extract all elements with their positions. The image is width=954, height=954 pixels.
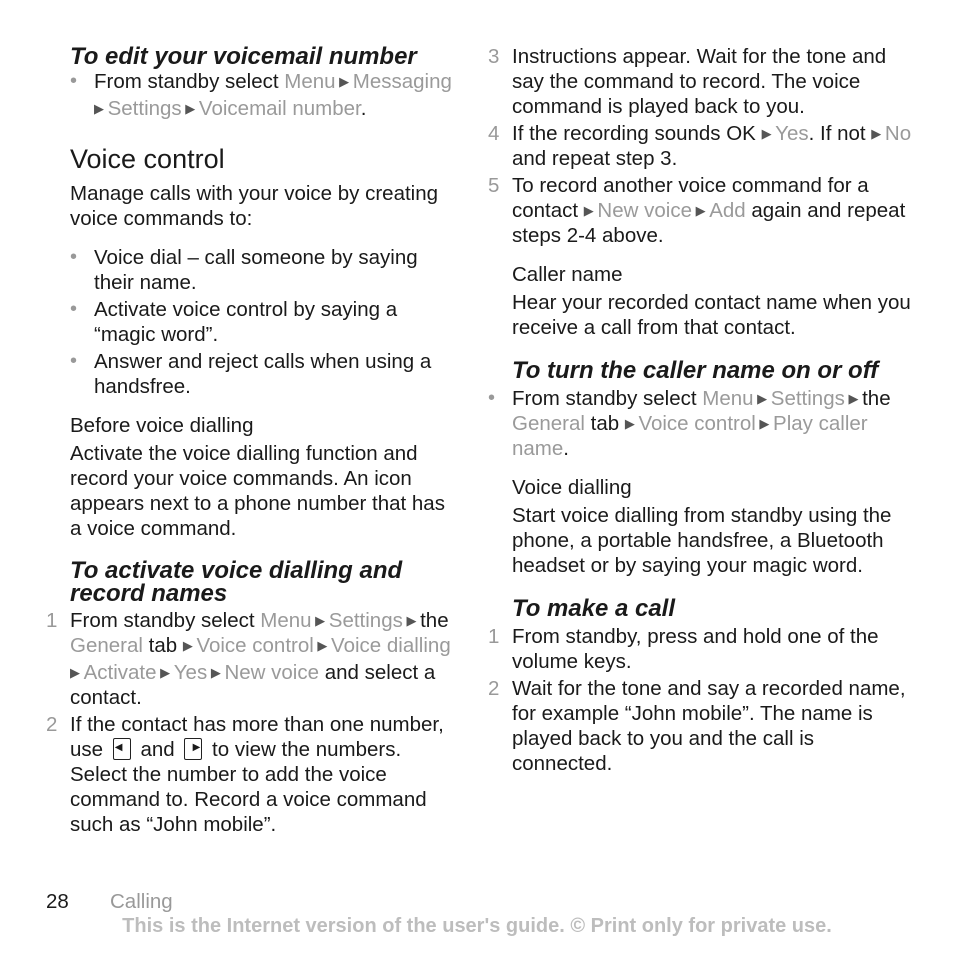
before-voice-dialling-heading: Before voice dialling [70,414,254,437]
voice-control-bullets [70,245,460,399]
caller-name-heading: Caller name [512,263,623,286]
arrow-right-icon: ▶ [753,391,771,406]
list-item [70,245,460,295]
before-voice-dialling-text: Activate the voice dialling function and record your voice commands. An icon appears next to a phone number that has a voice command. [70,442,445,540]
menu-term: Voice control [638,412,756,435]
menu-term: Menu [260,609,312,632]
menu-term: Voice dialling [331,634,451,657]
copyright-note: This is the Internet version of the user's guide. © Print only for private use. [122,915,832,937]
arrow-right-icon: ▶ [70,665,84,680]
step-text: From standby, press and hold one of the volume keys. [512,625,879,673]
bullet-icon: • [70,298,78,320]
menu-term: Settings [770,387,845,410]
edit-voicemail-list [70,69,460,121]
step-number: 1 [488,625,500,648]
menu-term: New voice [224,661,320,684]
arrow-right-icon: ▶ [156,665,174,680]
arrow-right-icon: ▶ [583,203,598,218]
menu-term: General [512,412,585,435]
arrow-right-icon: ▶ [335,74,353,89]
arrow-right-icon: ▶ [94,101,108,116]
list-item [70,349,460,399]
step-number: 2 [46,713,58,736]
step-item [488,44,912,119]
menu-term: Voice control [196,634,314,657]
step-item [488,676,912,776]
step-item [488,624,912,674]
section-name: Calling [110,890,173,913]
list-item [70,69,460,121]
voice-dialling-heading: Voice dialling [512,476,632,499]
turn-caller-name-heading: To turn the caller name on or off [512,357,879,384]
continued-steps [488,44,912,248]
bullet-icon: • [70,70,78,92]
step-item [488,173,912,248]
bullet-text: Activate voice control by saying a “magic word”. [94,298,398,346]
left-nav-key-icon: ◀ [113,738,131,760]
arrow-right-icon: ▶ [207,665,225,680]
arrow-right-icon: ▶ [313,638,332,653]
step-item [488,121,912,171]
arrow-right-icon: ▶ [311,613,329,628]
caller-name-text: Hear your recorded contact name when you receive a call from that contact. [512,291,911,339]
page-number: 28 [46,890,69,913]
arrow-right-icon: ▶ [624,416,639,431]
menu-term: Menu [702,387,754,410]
make-call-steps [488,624,912,776]
voice-control-intro: Manage calls with your voice by creating voice commands to: [70,182,439,230]
arrow-right-icon: ▶ [871,126,885,141]
bullet-text: Voice dial – call someone by saying their name. [94,246,418,294]
bullet-icon: • [70,246,78,268]
activate-steps [46,608,460,837]
step-text: To record another voice command for a contact ▶ New voice ▶ Add again and repeat steps 2-4 above. [512,174,906,247]
arrow-right-icon: ▶ [181,101,199,116]
menu-term: Activate [83,661,157,684]
step-text: Instructions appear. Wait for the tone and say the command to record. The voice command is played back to you. [512,45,887,118]
menu-term: General [70,634,143,657]
bullet-icon: • [70,350,78,372]
make-call-heading: To make a call [512,595,675,622]
menu-term: Add [709,199,746,222]
right-column [488,44,912,778]
step-item [46,712,460,837]
arrow-right-icon: ▶ [402,613,421,628]
arrow-right-icon: ▶ [691,203,710,218]
step-number: 4 [488,122,500,145]
menu-term: Menu [284,70,336,93]
step-number: 5 [488,174,500,197]
step-text: From standby select Menu ▶ Settings ▶ the General tab ▶ Voice control ▶ Voice dialling ▶ Activate ▶ Yes ▶ New voice and select a contact. [70,609,451,709]
activate-voice-dialling-heading: To activate voice dialling and record names [70,557,403,607]
menu-term: Settings [328,609,403,632]
menu-term: New voice [597,199,692,222]
instruction-text: From standby select Menu ▶ Messaging ▶ Settings ▶ Voicemail number. [94,70,452,120]
step-text: If the contact has more than one number, use ◀ and ▶ to view the numbers. Select the number to add the voice command to. Record a voice command such as “John mobile”. [70,713,444,836]
edit-voicemail-heading: To edit your voicemail number [70,43,417,70]
menu-term: Messaging [352,70,452,93]
voice-control-heading: Voice control [70,144,225,174]
step-number: 1 [46,609,58,632]
voice-dialling-text: Start voice dialling from standby using the phone, a portable handsfree, a Bluetooth headset or by saying your magic word. [512,504,892,577]
bullet-icon: • [488,387,496,409]
menu-term: Yes [173,661,208,684]
menu-term: Play caller name [512,412,868,460]
step-number: 2 [488,677,500,700]
menu-term: Settings [107,97,182,120]
left-column [46,43,460,839]
step-number: 3 [488,45,500,68]
menu-term: Voicemail number [198,97,361,120]
right-nav-key-icon: ▶ [184,738,202,760]
step-item [46,608,460,710]
arrow-right-icon: ▶ [761,126,776,141]
arrow-right-icon: ▶ [844,391,863,406]
menu-term: Yes [775,122,809,145]
list-item [488,386,912,461]
menu-term: No [884,122,912,145]
arrow-right-icon: ▶ [755,416,774,431]
arrow-right-icon: ▶ [182,638,197,653]
turn-caller-name-list [488,386,912,461]
bullet-text: Answer and reject calls when using a handsfree. [94,350,432,398]
step-text: If the recording sounds OK ▶ Yes. If not ▶ No and repeat step 3. [512,122,912,170]
step-text: Wait for the tone and say a recorded name, for example “John mobile”. The name is played back to you and the call is connected. [512,677,906,775]
instruction-text: From standby select Menu ▶ Settings ▶ the General tab ▶ Voice control ▶ Play caller name. [512,387,891,460]
list-item [70,297,460,347]
